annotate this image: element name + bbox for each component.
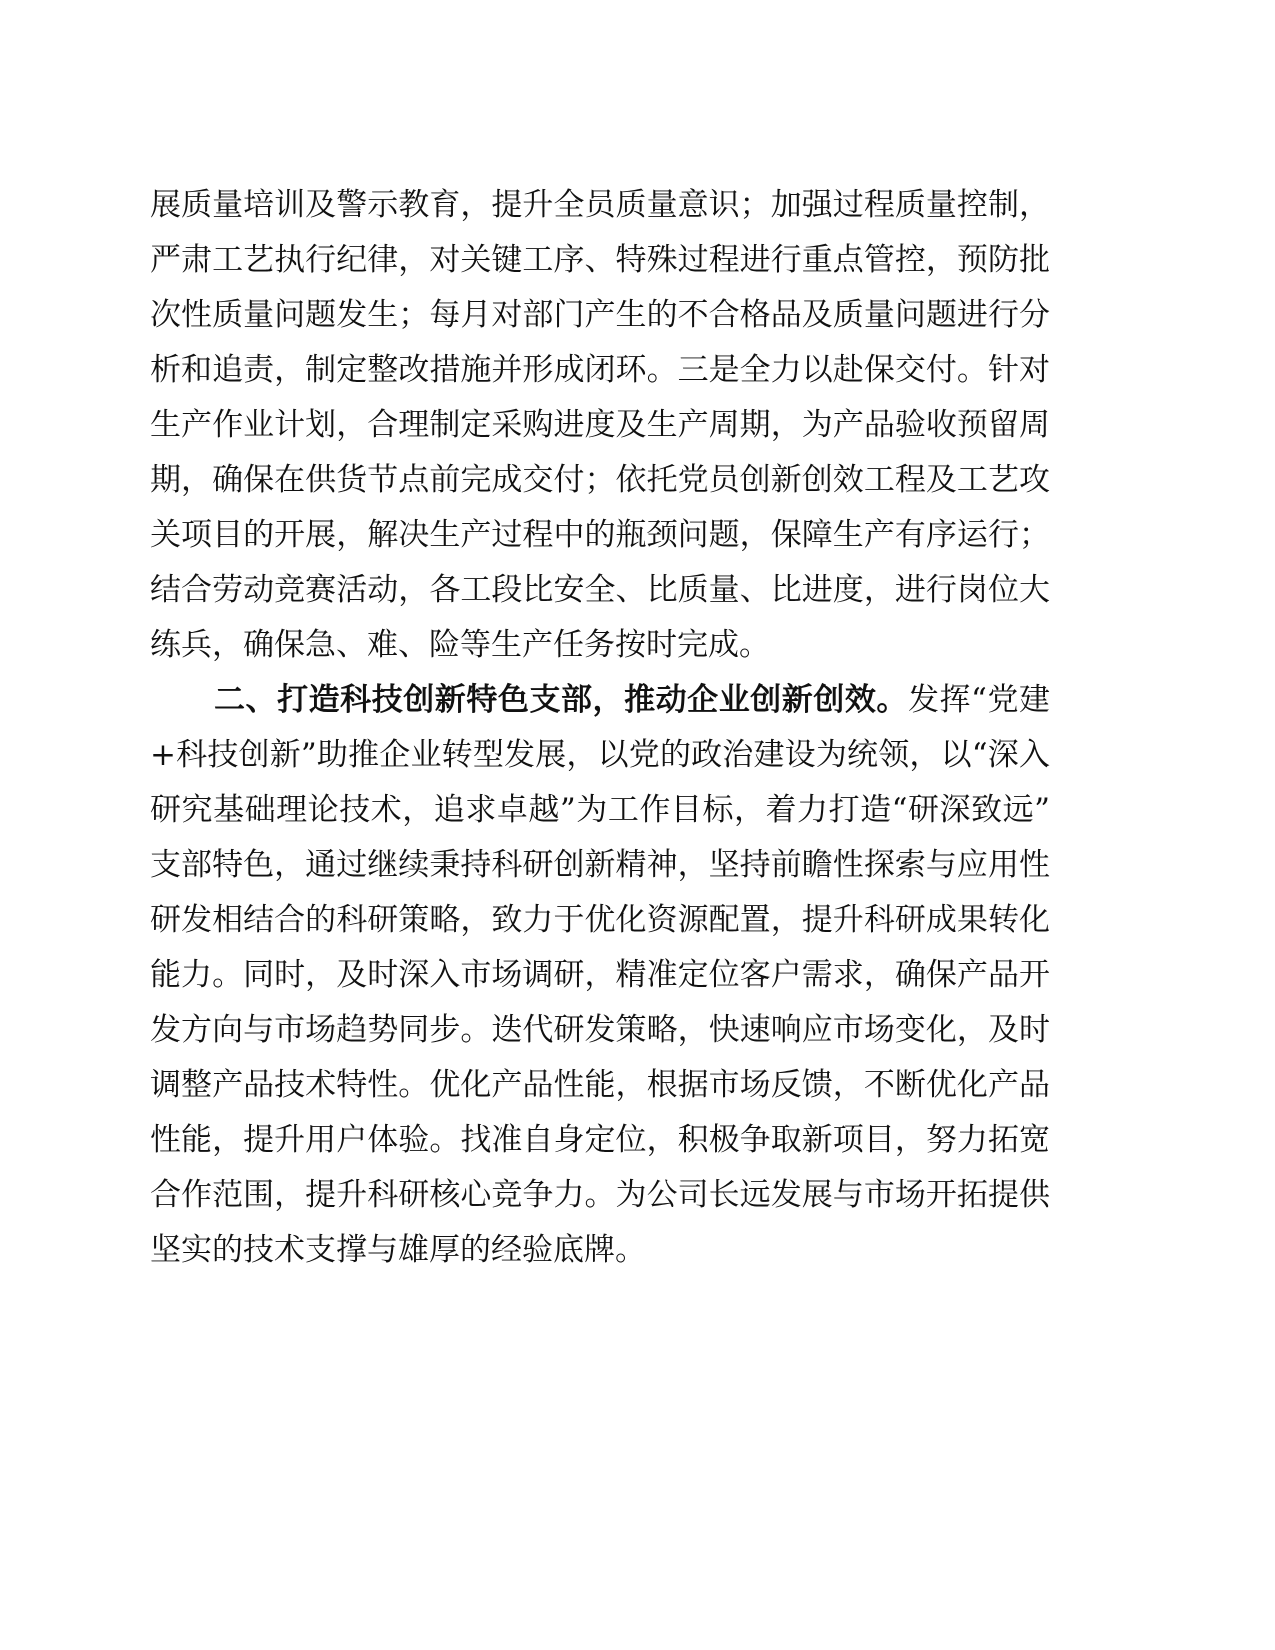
- section-heading: 二、打造科技创新特色支部，推动企业创新创效。: [214, 682, 908, 718]
- paragraph-body: 发挥“党建+科技创新”助推企业转型发展，以党的政治建设为统领，以“深入研究基础理论技术，追求卓越”为工作目标，着力打造“研深致远”支部特色，通过继续秉持科研创新精神，坚持前瞻性探索与应用性研发相结合的科研策略，致力于优化资源配置，提升科研成果转化能力。同时，及时深入市场调研，精准定位客户需求，确保产品开发方向与市场趋势同步。迭代研发策略，快速响应市场变化，及时调整产品技术特性。优化产品性能，根据市场反馈，不断优化产品性能，提升用户体验。找准自身定位，积极争取新项目，努力拓宽合作范围，提升科研核心竞争力。为公司长远发展与市场开拓提供坚实的技术支撑与雄厚的经验底牌。: [150, 682, 1050, 1268]
- paragraph-tech-innovation: [150, 673, 1050, 1278]
- paragraph-quality-delivery: 展质量培训及警示教育，提升全员质量意识；加强过程质量控制，严肃工艺执行纪律，对关键工序、特殊过程进行重点管控，预防批次性质量问题发生；每月对部门产生的不合格品及质量问题进行分析和追责，制定整改措施并形成闭环。三是全力以赴保交付。针对生产作业计划，合理制定采购进度及生产周期，为产品验收预留周期，确保在供货节点前完成交付；依托党员创新创效工程及工艺攻关项目的开展，解决生产过程中的瓶颈问题，保障生产有序运行；结合劳动竞赛活动，各工段比安全、比质量、比进度，进行岗位大练兵，确保急、难、险等生产任务按时完成。: [150, 187, 1050, 663]
- document-body: [150, 178, 1050, 1278]
